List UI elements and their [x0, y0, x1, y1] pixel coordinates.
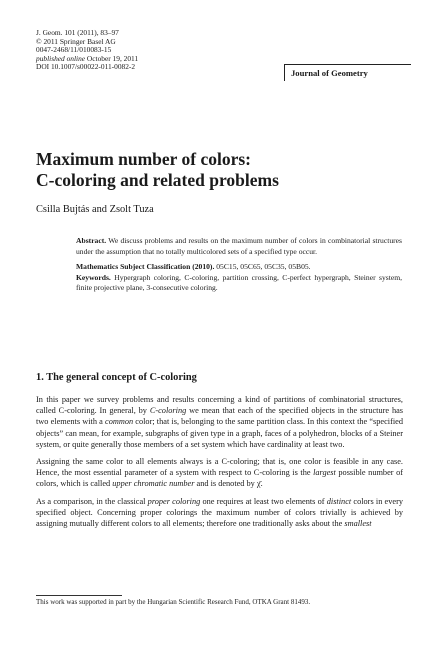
msc-codes: 05C15, 05C65, 05C35, 05B05.	[214, 262, 311, 272]
title-line-1: Maximum number of colors:	[36, 149, 251, 169]
journal-name: Journal of Geometry	[291, 68, 368, 78]
keywords-label: Keywords.	[76, 272, 111, 282]
msc-label: Mathematics Subject Classification (2010).	[76, 262, 215, 272]
p1-text-a: In this paper we survey problems and results concerning a kind of partitions of combinatorial structures, called C-coloring. In general, by	[36, 395, 403, 416]
p1-text-b: we mean that each of the specified objects in the structure has two elements with a	[36, 406, 403, 427]
p1-emph-common: common	[105, 417, 134, 427]
paper-title	[36, 149, 279, 191]
msc-classification	[76, 262, 402, 294]
p2-text-d: .	[260, 479, 263, 489]
abstract-block	[76, 236, 402, 299]
p2-text-c: and is denoted by	[194, 479, 257, 489]
footnote: This work was supported in part by the Hungarian Scientific Research Fund, OTKA Grant 81493.	[36, 598, 311, 606]
p3-text-a: As a comparison, in the classical	[36, 496, 148, 506]
body-text	[36, 394, 403, 535]
published-online-label: published online	[36, 53, 86, 63]
p3-text-c: colors in every specified object. Concerning proper colorings the maximum number of colors trivially is achieved by assigning mutually different colors to all elements; therefore one traditionally asks about the	[36, 496, 403, 529]
paragraph-2	[36, 456, 403, 490]
p2-text-b: possible number of colors, which is called	[36, 468, 403, 489]
abstract	[76, 236, 402, 257]
section-heading: 1. The general concept of C-coloring	[36, 372, 197, 383]
citation-line: J. Geom. 101 (2011), 83–97	[36, 28, 119, 37]
footnote-rule	[36, 595, 122, 596]
p1-text-c: color; that is, belonging to the same partition class. In this context the “specified objects” can mean, for example, subgraphs of given type in a graph, faces of a polyhedron, blocks of a Steiner system, or quite generally those members of a set system which have cardinality at least two.	[36, 417, 403, 449]
p3-text-b: one requires at least two elements of	[200, 496, 327, 506]
p1-emph-c-coloring: C-coloring	[149, 406, 187, 416]
p3-emph-proper-coloring: proper coloring	[147, 496, 201, 506]
doi-line: DOI 10.1007/s00022-011-0082-2	[36, 62, 136, 71]
abstract-label: Abstract.	[76, 236, 107, 245]
published-online-date: October 19, 2011	[85, 53, 139, 63]
p3-emph-distinct: distinct	[326, 496, 352, 506]
p2-emph-upper-chromatic: upper chromatic number	[112, 479, 195, 489]
copyright-line: © 2011 Springer Basel AG	[36, 36, 116, 46]
paragraph-1	[36, 394, 403, 450]
issn-line: 0047-2468/11/010083-15	[36, 45, 112, 54]
publication-metadata	[36, 29, 138, 72]
title-line-2: C-coloring and related problems	[36, 170, 279, 190]
paragraph-3	[36, 496, 403, 530]
authors: Csilla Bujtás and Zsolt Tuza	[36, 204, 154, 215]
p3-emph-smallest: smallest	[344, 519, 372, 529]
p2-text-a: Assigning the same color to all elements always is a C-coloring; that is, one color is feasible in any case. Hence, the most essential parameter of a system with respect to C-coloring is the	[36, 457, 403, 478]
abstract-text: We discuss problems and results on the maximum number of colors in combinatorial structures under the assumption that no totally multicolored sets of a specified type occur.	[76, 236, 402, 256]
journal-name-box	[284, 64, 411, 81]
p2-emph-largest: largest	[313, 468, 336, 478]
keywords-text: Hypergraph coloring, C-coloring, partition crossing, C-perfect hypergraph, Steiner system, finite projective plane, 3-consecutive coloring.	[76, 272, 402, 293]
chi-bar-symbol: χ̄	[256, 479, 261, 489]
